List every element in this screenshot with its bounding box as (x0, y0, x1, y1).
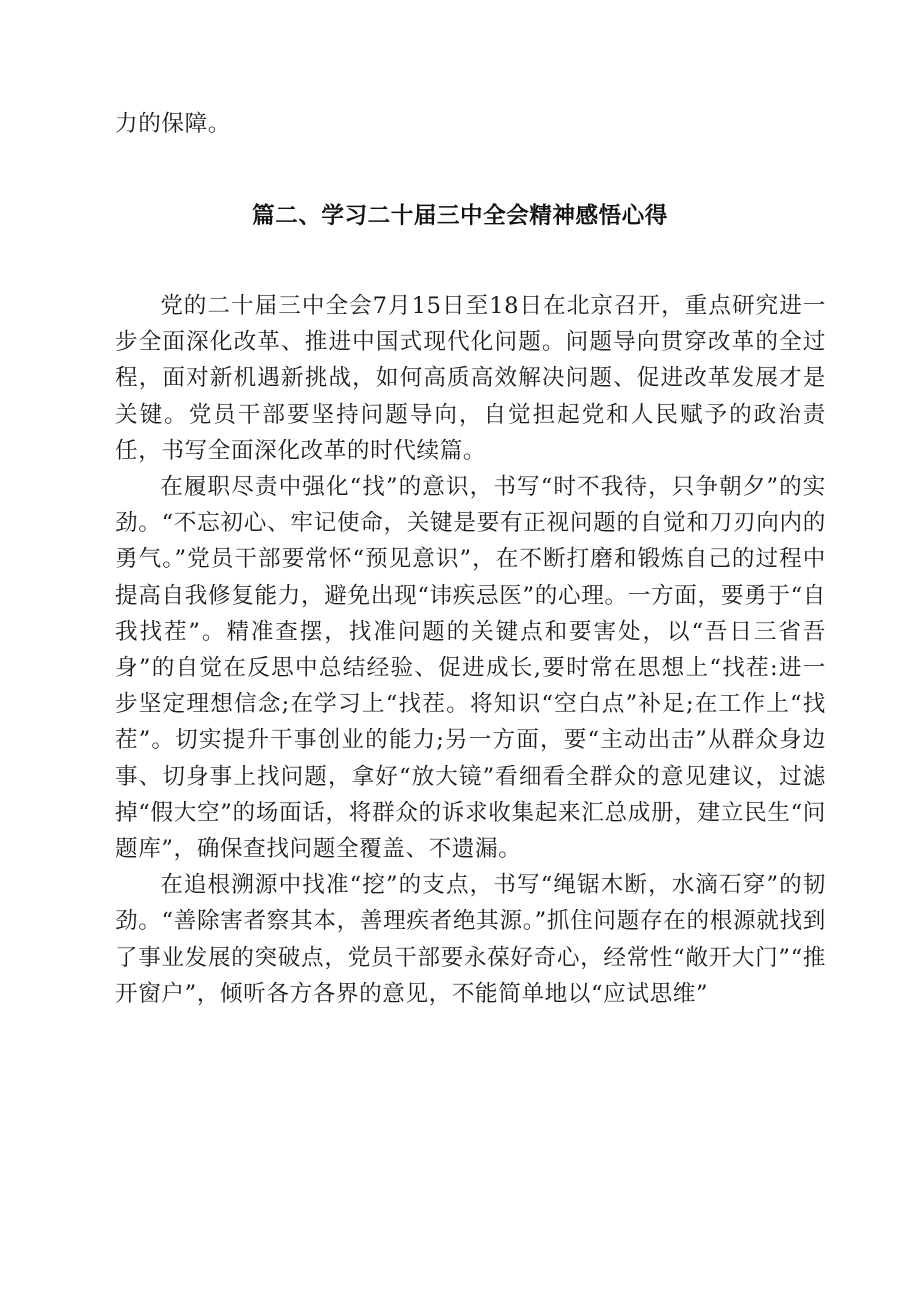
section-title: 篇二、学习二十届三中全会精神感悟心得 (252, 203, 668, 229)
article-body (115, 288, 826, 1012)
paragraph-1: 党的二十届三中全会7月15日至18日在北京召开，重点研究进一步全面深化改革、推进中国式现代化问题。问题导向贯穿改革的全过程，面对新机遇新挑战，如何高质高效解决问题、促进改革发展才是关键。党员干部要坚持问题导向，自觉担起党和人民赋予的政治责任，书写全面深化改革的时代续篇。 (115, 293, 826, 464)
continued-text-line: 力的保障。 (115, 111, 231, 137)
paragraph-2: 在履职尽责中强化“找”的意识，书写“时不我待，只争朝夕”的实劲。“不忘初心、牢记使命，关键是要有正视问题的自觉和刀刃向内的勇气。”党员干部要常怀“预见意识”，在不断打磨和锻炼自己的过程中提高自我修复能力，避免出现“讳疾忌医”的心理。一方面，要勇于“自我找茬”。精准查摆，找准问题的关键点和要害处，以“吾日三省吾身”的自觉在反思中总结经验、促进成长,要时常在思想上“找茬:进一步坚定理想信念;在学习上“找茬。将知识“空白点”补足;在工作上“找茬”。切实提升干事创业的能力;另一方面，要“主动出击”从群众身边事、切身事上找问题，拿好“放大镜”看细看全群众的意见建议，过滤掉“假大空”的场面话，将群众的诉求收集起来汇总成册，建立民生“问题库”，确保查找问题全覆盖、不遗漏。 (115, 474, 826, 863)
paragraph-3: 在追根溯源中找准“挖”的支点，书写“绳锯木断，水滴石穿”的韧劲。“善除害者察其本，善理疾者绝其源。”抓住问题存在的根源就找到了事业发展的突破点，党员干部要永葆好奇心，经常性“敞开大门”“推开窗户”，倾听各方各界的意见，不能简单地以“应试思维” (115, 872, 826, 1007)
